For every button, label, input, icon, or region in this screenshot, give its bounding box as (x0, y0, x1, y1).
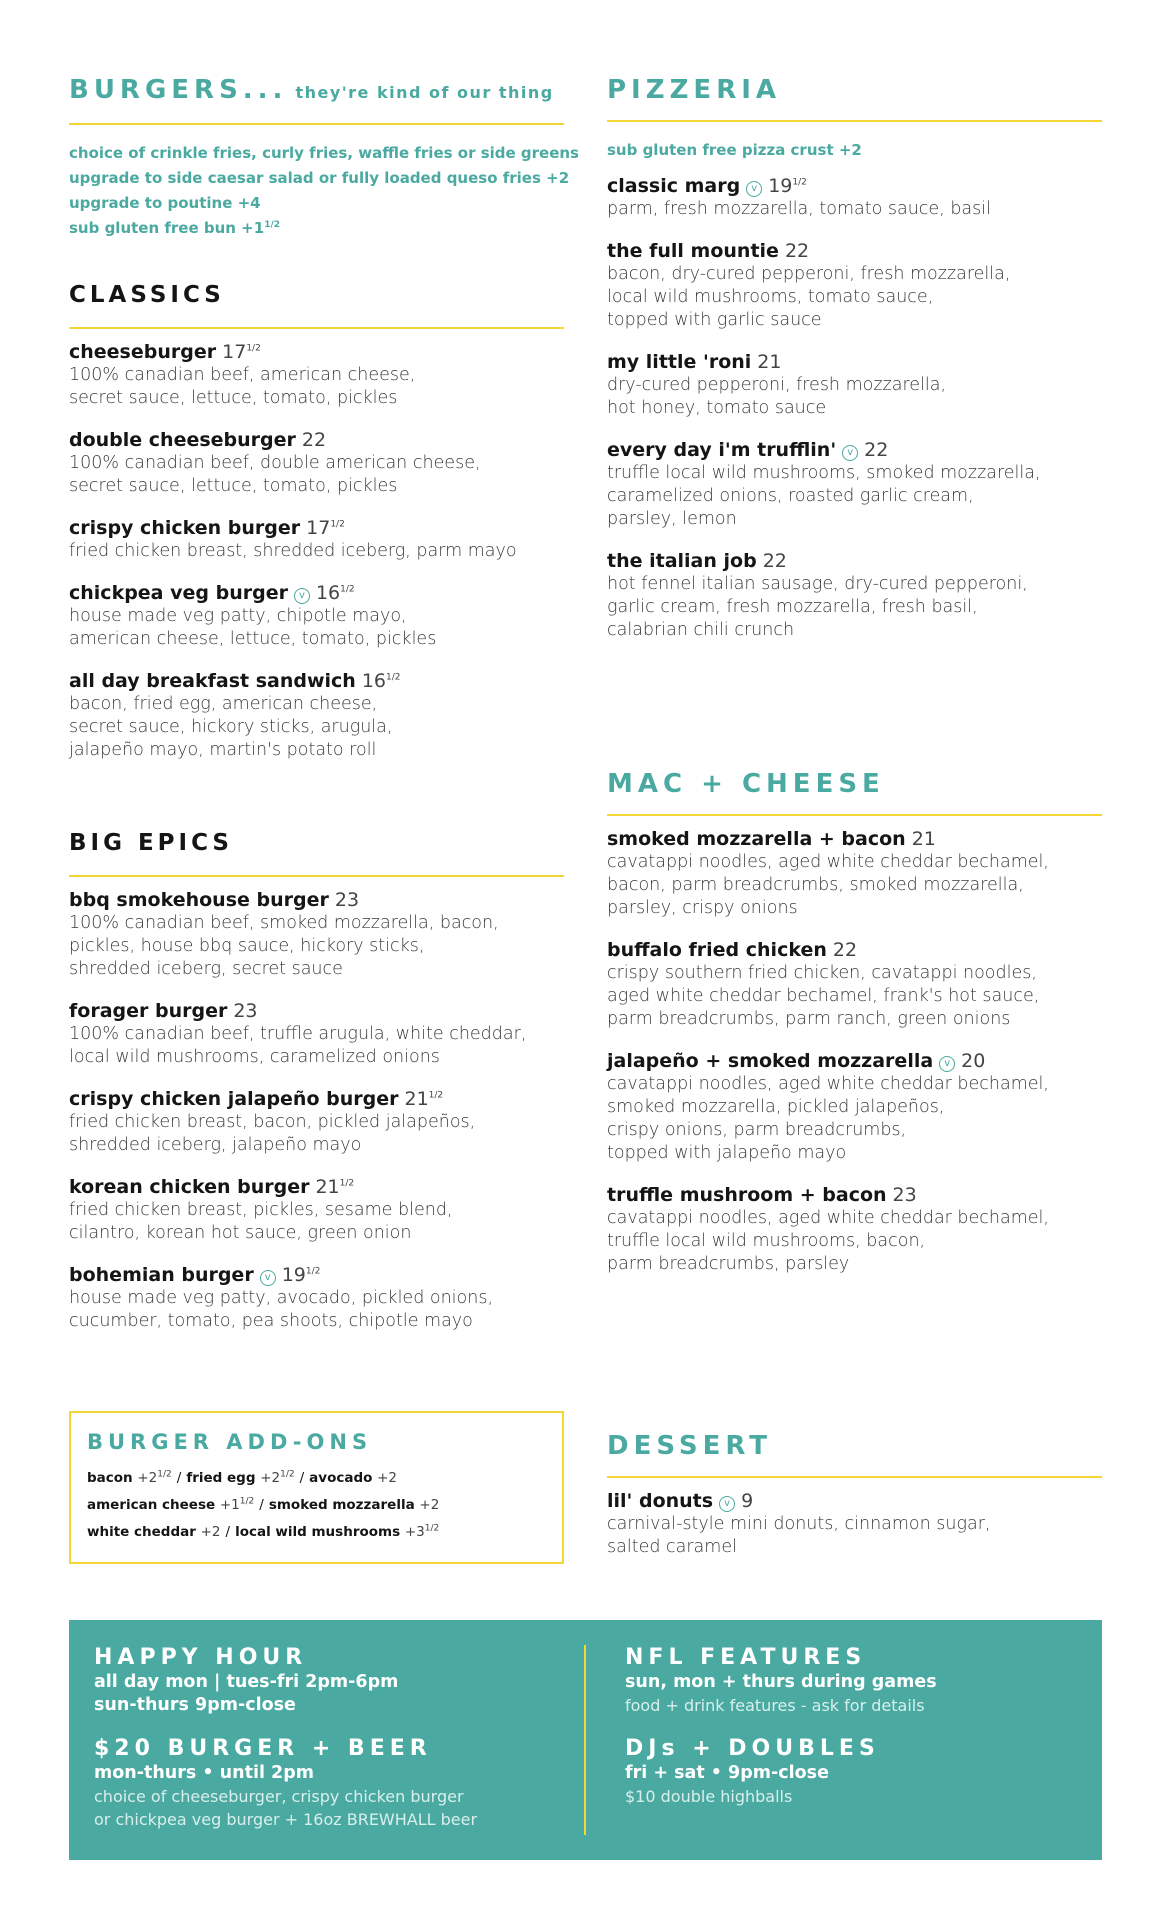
item-price: $17^{1/2}$ (306, 517, 345, 539)
item-description: truffle local wild mushrooms, bacon, (607, 1231, 926, 1251)
item-description: topped with jalapeño mayo (607, 1143, 847, 1163)
vegetarian-icon: v (260, 1270, 276, 1286)
item-price: 23 (892, 1184, 917, 1206)
item-price: 22 (784, 240, 810, 262)
menu-item (69, 341, 564, 410)
item-name: every day i'm trufflin' (607, 439, 837, 461)
item-name: truffle mushroom + bacon (607, 1184, 887, 1206)
dessert-section (607, 1430, 1102, 1578)
left-column (69, 74, 579, 1352)
vegetarian-icon: v (939, 1056, 955, 1072)
item-name: crispy chicken jalapeño burger (69, 1088, 399, 1110)
menu-item (607, 550, 1102, 642)
half-fraction: 1/2 (264, 220, 280, 230)
item-description: garlic cream, fresh mozzarella, fresh basil, (607, 597, 978, 617)
promo-line: sun-thurs 9pm-close (94, 1695, 296, 1715)
item-price: $16^{1/2}$ (361, 670, 401, 692)
item-description: local wild mushrooms, tomato sauce, (607, 287, 934, 307)
section-divider (607, 814, 1102, 816)
classics-list (69, 341, 564, 762)
item-name: the full mountie (607, 240, 779, 262)
vegetarian-icon: v (294, 588, 310, 604)
menu-item (69, 1000, 564, 1069)
addon-price: $+2^{1/2}$ (137, 1469, 172, 1486)
addons-line: bacon $+2^{1/2}$ / fried egg $+2^{1/2}$ / avocado +2 (87, 1469, 398, 1486)
dessert-heading: DESSERT (607, 1431, 772, 1461)
menu-item (607, 439, 1102, 531)
promo-detail: $10 double highballs (625, 1787, 793, 1806)
section-divider (69, 875, 564, 877)
vegetarian-icon: v (746, 181, 762, 197)
menu-item (607, 240, 1102, 332)
item-name: my little 'roni (607, 351, 752, 373)
menu-item (69, 582, 564, 651)
item-description: caramelized onions, roasted garlic cream, (607, 486, 974, 506)
pizzeria-list (607, 175, 1102, 642)
vegetarian-icon: v (719, 1496, 735, 1512)
item-name: korean chicken burger (69, 1176, 310, 1198)
djs-block (625, 1736, 1085, 1808)
menu-item (69, 1176, 564, 1245)
item-price: 22 (301, 429, 327, 451)
item-name: chickpea veg burger (69, 582, 288, 604)
pizzeria-heading: PIZZERIA (607, 75, 782, 105)
item-description: salted caramel (607, 1537, 737, 1557)
item-description: jalapeño mayo, martin's potato roll (69, 740, 377, 760)
big-epics-heading: BIG EPICS (69, 830, 233, 856)
item-description: 100% canadian beef, double american cheese, (69, 453, 481, 473)
item-description: crispy onions, parm breadcrumbs, (607, 1120, 907, 1140)
item-description: secret sauce, lettuce, tomato, pickles (69, 476, 398, 496)
item-description: secret sauce, lettuce, tomato, pickles (69, 388, 398, 408)
item-name: jalapeño + smoked mozzarella (607, 1050, 934, 1072)
section-divider (69, 327, 564, 329)
menu-item (607, 828, 1102, 920)
item-price: $19^{1/2}$ (768, 175, 807, 197)
item-name: the italian job (607, 550, 757, 572)
promo-divider (584, 1645, 586, 1835)
item-description: pickles, house bbq sauce, hickory sticks, (69, 936, 425, 956)
item-description: shredded iceberg, secret sauce (69, 959, 343, 979)
classics-heading: CLASSICS (69, 282, 225, 308)
item-description: fried chicken breast, pickles, sesame blend, (69, 1200, 453, 1220)
item-price: 21 (911, 828, 936, 850)
promo-line: mon-thurs • until 2pm (94, 1763, 314, 1783)
addons-heading: BURGER ADD-ONS (87, 1430, 373, 1454)
item-name: cheeseburger (69, 341, 217, 363)
item-name: bbq smokehouse burger (69, 889, 329, 911)
item-price: 23 (233, 1000, 258, 1022)
menu-item (607, 939, 1102, 1031)
item-description: bacon, dry-cured pepperoni, fresh mozzarella, (607, 264, 1011, 284)
addons-line: american cheese $+1^{1/2}$ / smoked mozzarella +2 (87, 1496, 440, 1513)
burger-beer-block (94, 1736, 594, 1831)
item-price: 21 (757, 351, 782, 373)
burgers-notes (69, 141, 579, 241)
item-description: cilantro, korean hot sauce, green onion (69, 1223, 412, 1243)
item-description: truffle local wild mushrooms, smoked mozzarella, (607, 463, 1041, 483)
item-description: hot fennel italian sausage, dry-cured pepperoni, (607, 574, 1028, 594)
burger-beer-title: $20 BURGER + BEER (94, 1736, 432, 1761)
item-name: smoked mozzarella + bacon (607, 828, 906, 850)
promo-detail: food + drink features - ask for details (625, 1696, 925, 1715)
burger-addons-box (69, 1411, 564, 1564)
happy-hour-title: HAPPY HOUR (94, 1645, 308, 1670)
item-name: classic marg (607, 175, 741, 197)
item-description: cavatappi noodles, aged white cheddar bechamel, (607, 852, 1049, 872)
item-name: crispy chicken burger (69, 517, 301, 539)
menu-item (69, 889, 564, 981)
item-description: american cheese, lettuce, tomato, pickles (69, 629, 437, 649)
menu-item (607, 1050, 1102, 1165)
addon-price: +2 (377, 1470, 398, 1486)
item-description: fried chicken breast, bacon, pickled jalapeños, (69, 1112, 476, 1132)
menu-item (69, 517, 564, 563)
addon-price: $+2^{1/2}$ (260, 1469, 295, 1486)
item-name: lil' donuts (607, 1490, 714, 1512)
item-price: 9 (741, 1490, 754, 1512)
item-price: 22 (832, 939, 858, 961)
promo-line: fri + sat • 9pm-close (625, 1763, 829, 1783)
section-divider (607, 120, 1102, 122)
big-epics-list (69, 889, 564, 1333)
item-price: $21^{1/2}$ (404, 1088, 444, 1110)
item-name: forager burger (69, 1000, 228, 1022)
item-description: parsley, lemon (607, 509, 737, 529)
item-description: parm breadcrumbs, parsley (607, 1254, 850, 1274)
mac-cheese-heading: MAC + CHEESE (607, 769, 885, 799)
item-name: bohemian burger (69, 1264, 254, 1286)
menu-item (607, 1184, 1102, 1276)
burgers-tagline: they're kind of our thing (295, 83, 554, 102)
promotions-banner (69, 1620, 1102, 1860)
menu-item (607, 175, 1102, 221)
item-price: 22 (864, 439, 889, 461)
item-description: topped with garlic sauce (607, 310, 822, 330)
addon-price: +2 (419, 1497, 440, 1513)
item-description: hot honey, tomato sauce (607, 398, 827, 418)
menu-item (69, 1264, 564, 1333)
item-price: 22 (762, 550, 787, 572)
promo-line: all day mon | tues-fri 2pm-6pm (94, 1672, 399, 1692)
item-price: 20 (961, 1050, 986, 1072)
item-name: all day breakfast sandwich (69, 670, 356, 692)
promo-line: sun, mon + thurs during games (625, 1672, 937, 1692)
note-line: upgrade to poutine +4 (69, 194, 261, 212)
menu-item (69, 429, 564, 498)
menu-item (607, 351, 1102, 420)
promo-detail: or chickpea veg burger + 16oz BREWHALL beer (94, 1810, 478, 1829)
item-description: secret sauce, hickory sticks, arugula, (69, 717, 393, 737)
item-description: bacon, fried egg, american cheese, (69, 694, 378, 714)
item-description: shredded iceberg, jalapeño mayo (69, 1135, 362, 1155)
item-description: 100% canadian beef, smoked mozzarella, bacon, (69, 913, 499, 933)
item-price: $17^{1/2}$ (222, 341, 261, 363)
promo-detail: choice of cheeseburger, crispy chicken burger (94, 1787, 464, 1806)
promo-right (625, 1645, 1085, 1827)
note-line: upgrade to side caesar salad or fully loaded queso fries +2 (69, 169, 570, 187)
item-description: crispy southern fried chicken, cavatappi noodles, (607, 963, 1037, 983)
burgers-heading: BURGERS... they're kind of our thing (69, 75, 554, 105)
item-description: smoked mozzarella, pickled jalapeños, (607, 1097, 945, 1117)
item-description: cavatappi noodles, aged white cheddar bechamel, (607, 1074, 1049, 1094)
item-description: parm, fresh mozzarella, tomato sauce, basil (607, 199, 991, 219)
item-description: calabrian chili crunch (607, 620, 795, 640)
nfl-title: NFL FEATURES (625, 1645, 867, 1670)
addon-price: +2 (200, 1524, 221, 1540)
addon-price: $+1^{1/2}$ (219, 1496, 255, 1513)
item-description: dry-cured pepperoni, fresh mozzarella, (607, 375, 947, 395)
item-description: parm breadcrumbs, parm ranch, green onions (607, 1009, 1011, 1029)
item-description: parsley, crispy onions (607, 898, 798, 918)
item-name: double cheeseburger (69, 429, 296, 451)
item-description: fried chicken breast, shredded iceberg, parm mayo (69, 541, 517, 561)
item-price: $21^{1/2}$ (315, 1176, 355, 1198)
item-description: aged white cheddar bechamel, frank's hot sauce, (607, 986, 1040, 1006)
addon-price: $+3^{1/2}$ (404, 1523, 440, 1540)
note-line: sub gluten free bun $+1^{1/2}$ (69, 219, 280, 237)
djs-title: DJs + DOUBLES (625, 1736, 880, 1761)
item-description: house made veg patty, chipotle mayo, (69, 606, 407, 626)
item-price: $19^{1/2}$ (281, 1264, 321, 1286)
item-name: buffalo fried chicken (607, 939, 827, 961)
menu-item (69, 670, 564, 762)
item-price: 23 (334, 889, 360, 911)
happy-hour-block (94, 1645, 594, 1717)
addons-line: white cheddar +2 / local wild mushrooms $+3^{1/2}$ (87, 1523, 440, 1540)
section-divider (69, 123, 564, 125)
right-column (607, 74, 1102, 1295)
item-description: 100% canadian beef, truffle arugula, white cheddar, (69, 1024, 527, 1044)
item-description: cucumber, tomato, pea shoots, chipotle mayo (69, 1311, 473, 1331)
menu-item (607, 1490, 1102, 1559)
promo-left (94, 1645, 594, 1850)
menu-item (69, 1088, 564, 1157)
nfl-block (625, 1645, 1085, 1717)
vegetarian-icon: v (842, 445, 858, 461)
item-description: carnival-style mini donuts, cinnamon sugar, (607, 1514, 991, 1534)
section-divider (607, 1476, 1102, 1478)
item-description: 100% canadian beef, american cheese, (69, 365, 416, 385)
item-description: local wild mushrooms, caramelized onions (69, 1047, 440, 1067)
item-description: cavatappi noodles, aged white cheddar bechamel, (607, 1208, 1049, 1228)
mac-cheese-list (607, 828, 1102, 1276)
pizzeria-note: sub gluten free pizza crust +2 (607, 141, 862, 159)
item-description: bacon, parm breadcrumbs, smoked mozzarella, (607, 875, 1024, 895)
note-line: choice of crinkle fries, curly fries, waffle fries or side greens (69, 144, 579, 162)
item-description: house made veg patty, avocado, pickled onions, (69, 1288, 494, 1308)
item-price: $16^{1/2}$ (315, 582, 355, 604)
